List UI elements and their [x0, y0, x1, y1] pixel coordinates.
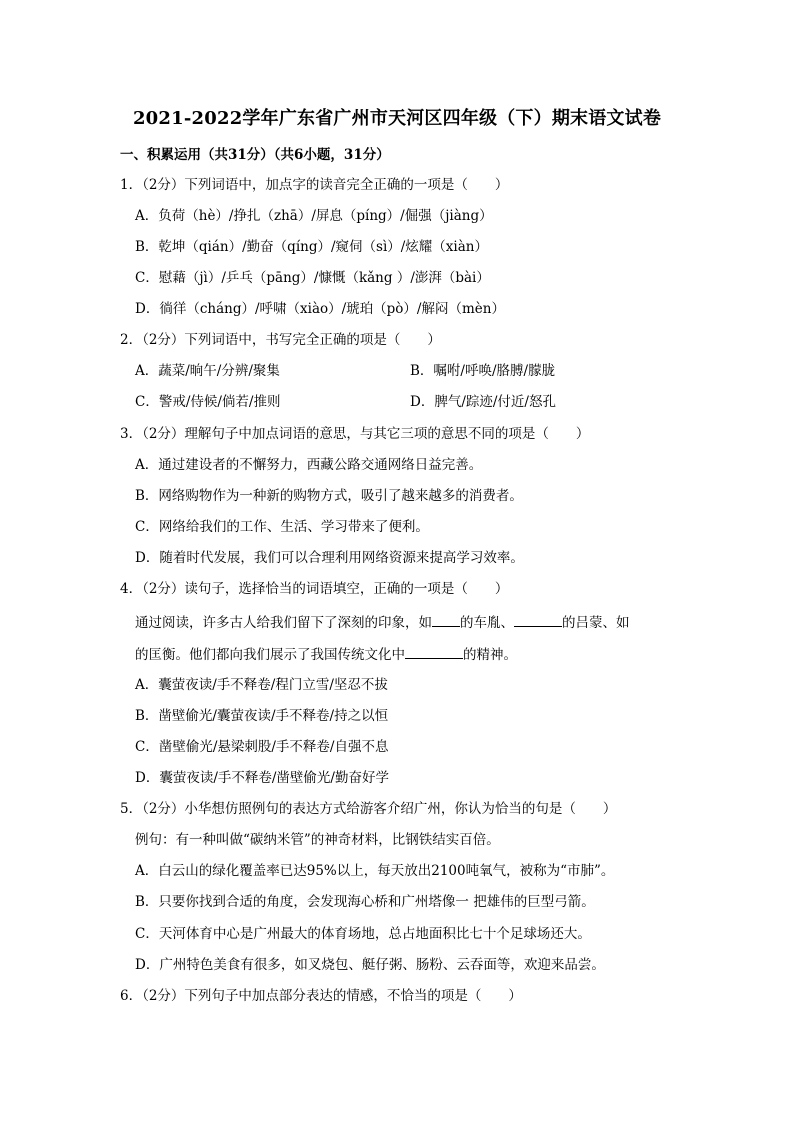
question-1-option-a: A．负荷（hè）/挣扎（zhā）/屏息（píng）/倔强（jiàng）: [135, 208, 493, 224]
question-1-option-d: D．徜徉（cháng）/呼啸（xiào）/琥珀（pò）/解闷（mèn）: [135, 301, 505, 317]
question-3-option-c: C．网络给我们的工作、生活、学习带来了便利。: [135, 519, 429, 535]
question-3-stem: 3．（2分）理解句子中加点词语的意思，与其它三项的意思不同的项是（ ）: [120, 426, 590, 442]
question-2-option-b: B．嘱咐/呼唤/胳膊/朦胧: [410, 363, 556, 379]
question-2-option-a: A．蔬菜/晌午/分辨/聚集: [135, 363, 280, 379]
question-4-option-a: A．囊萤夜读/手不释卷/程门立雪/坚忍不拔: [135, 677, 388, 693]
question-1-option-c: C．慰藉（jì）/乒乓（pāng）/慷慨（kǎng ）/澎湃（bài）: [135, 270, 490, 286]
passage-text: 的吕蒙、如: [562, 615, 630, 631]
question-3-option-d: D．随着时代发展，我们可以合理利用网络资源来提高学习效率。: [135, 550, 524, 566]
question-5-stem: 5．（2分）小华想仿照例句的表达方式给游客介绍广州，你认为恰当的句是（ ）: [120, 801, 617, 817]
passage-text: 的车胤、: [460, 615, 514, 631]
question-5-option-b: B．只要你找到合适的角度，会发现海心桥和广州塔像一 把雄伟的巨型弓箭。: [135, 894, 595, 910]
question-4-passage-line-2: [135, 644, 517, 664]
question-5-option-d: D．广州特色美食有很多，如叉烧包、艇仔粥、肠粉、云吞面等，欢迎来品尝。: [135, 957, 605, 973]
question-2-option-d: D．脾气/踪迹/付近/怒孔: [410, 394, 556, 410]
question-5-option-c: C．天河体育中心是广州最大的体育场地，总占地面积比七十个足球场还大。: [135, 926, 591, 942]
question-1-stem: 1．（2分）下列词语中，加点字的读音完全正确的一项是（ ）: [120, 177, 509, 193]
fill-blank-1: [432, 612, 460, 627]
question-5-example: 例句：有一种叫做“碳纳米管”的神奇材料，比钢铁结实百倍。: [135, 832, 500, 848]
question-4-stem: 4．（2分）读句子，选择恰当的词语填空，正确的一项是（ ）: [120, 581, 509, 597]
question-1-option-b: B．乾坤（qián）/勤奋（qíng）/窥伺（sì）/炫耀（xiàn）: [135, 239, 488, 255]
question-4-option-d: D．囊萤夜读/手不释卷/凿壁偷光/勤奋好学: [135, 770, 389, 786]
passage-text: 通过阅读，许多古人给我们留下了深刻的印象，如: [135, 615, 432, 631]
section-heading: 一、积累运用（共31分）（共6小题，31分）: [120, 147, 390, 163]
question-2-option-c: C．警戒/侍候/倘若/推则: [135, 394, 281, 410]
question-2-stem: 2．（2分）下列词语中，书写完全正确的项是（ ）: [120, 332, 441, 348]
question-4-option-b: B．凿壁偷光/囊萤夜读/手不释卷/持之以恒: [135, 708, 389, 724]
question-3-option-b: B．网络购物作为一种新的购物方式，吸引了越来越多的消费者。: [135, 488, 523, 504]
question-5-option-a: A．白云山的绿化覆盖率已达95%以上，每天放出2100吨氧气，被称为“市肺”。: [135, 863, 615, 879]
fill-blank-2: [514, 612, 562, 627]
question-3-option-a: A．通过建设者的不懈努力，西藏公路交通网络日益完善。: [135, 457, 483, 473]
question-4-option-c: C．凿壁偷光/悬梁刺股/手不释卷/自强不息: [135, 739, 389, 755]
passage-text: 的精神。: [463, 647, 517, 663]
page-title: 2021-2022学年广东省广州市天河区四年级（下）期末语文试卷: [132, 108, 662, 129]
question-6-stem: 6．（2分）下列句子中加点部分表达的情感，不恰当的项是（ ）: [120, 988, 522, 1004]
passage-text: 的匡衡。他们都向我们展示了我国传统文化中: [135, 647, 405, 663]
fill-blank-3: [405, 644, 463, 659]
question-4-passage-line-1: [135, 612, 630, 632]
